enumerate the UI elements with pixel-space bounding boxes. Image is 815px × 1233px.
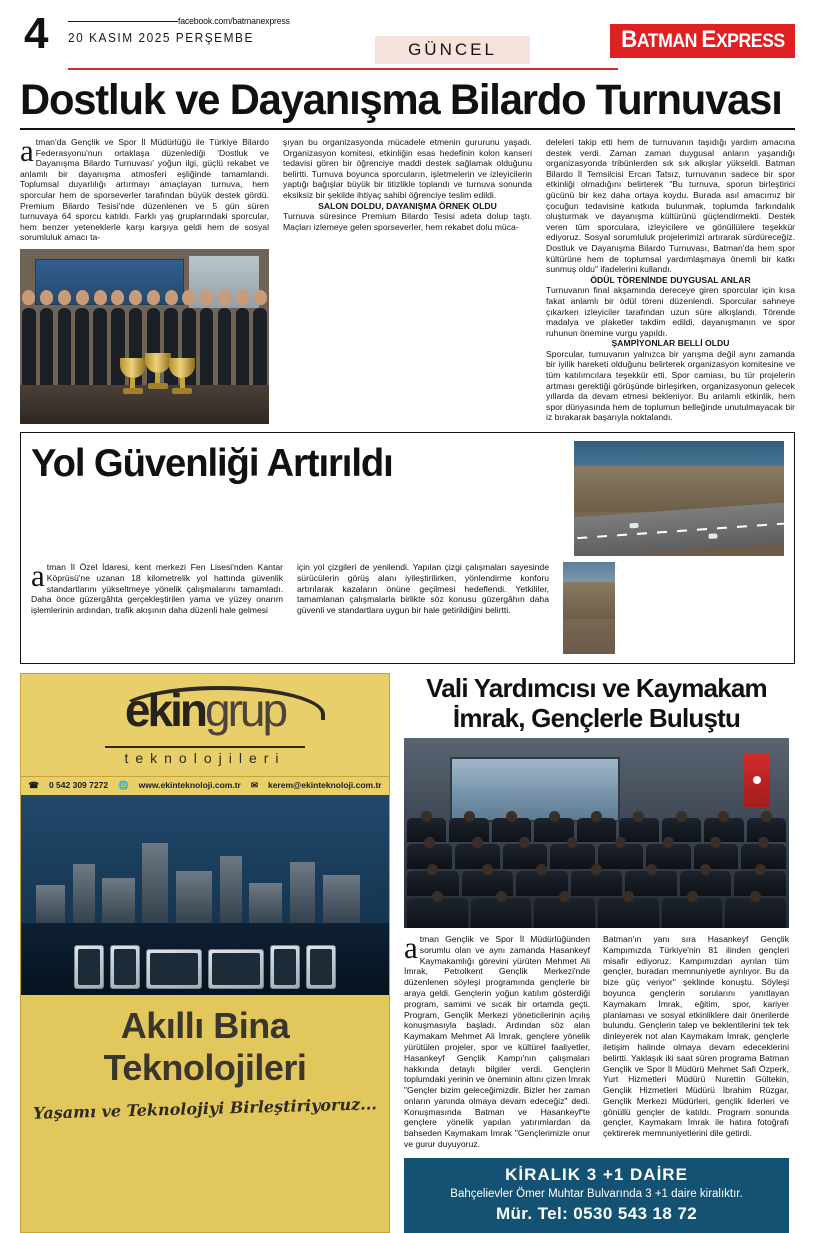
article-vali-headline-line-2: İmrak, Gençlerle Buluştu bbox=[452, 702, 741, 733]
article-yol-para-2: için yol çizgileri de yenilendi. Yapılan çizgi çalışmaları sayesinde sürücülerin görüş alanı iyileştirilirken, yönlendirme konforu artırılarak kazaların önüne geçilmesi hedeflendi. Yetkililer, tamamlanan çalışmalarla birlikte söz konusu güzergâhın daha güvenli ve standartlara uygun bir hale getirildiğini belirtti. bbox=[297, 561, 549, 616]
article-vali-photo bbox=[404, 738, 789, 928]
article-yol-column-1 bbox=[31, 557, 283, 654]
masthead-left bbox=[68, 16, 368, 45]
article-bilardo-subhead-2: ÖDÜL TÖRENİNDE DUYGUSAL ANLAR bbox=[590, 274, 751, 285]
article-vali-para-2: Batman'ın yanı sıra Hasankeyf Gençlik Kampımızda Türkiye'nin 81 ilinden gençleri misafir ediyoruz. Kampımızdan ayrılan tüm gençler, buradan memnuniyetle ayrılıyor. Bu da bize güç veriyor" şeklinde konuştu. Söyleşi boyunca gençlerin sorularını yanıtlayan Kaymakam İmrak, eğitim, spor, kariyer planlaması ve sosyal etkinliklere dair önerilerde bulundu. Gençlerin talep ve beklentilerini tek tek dinleyerek not alan Kaymakam İmrak, gençlerle iletişim halinde olmaya devam edeceklerini belirtti. Yaklaşık iki saat süren programa Batman Gençlik ve Spor İl Müdürü Mehmet Safi Özperk, Yurt Hizmetleri Müdürü Nurettin Gültekin, Gençlik Hizmetleri Müdürü İbrahim Rüzgar, Gençlik Merkezi Müdürleri, gençlik liderleri ve gönüllü gençler de katıldı. Program sonunda gençler, Kaymakam İmrak ile hatıra fotoğrafı çektirerek memnuniyetlerini dile getirdi. bbox=[603, 933, 789, 1139]
article-bilardo-para-1: atman'da Gençlik ve Spor İl Müdürlüğü ile Türkiye Bilardo Federasyonu'nun ortaklaşa düzenlediği 'Dostluk ve Dayanışma Bilardo Turnuvası' yoğun ilgi, güçlü rekabet ve anlamlı bir dayanışma atmosferi eşliğinde tamamlandı. Toplumsal duyarlılığı artırmayı amaçlayan turnuva, hem sporcular hem de sporseverler tarafından büyük destek gördü. Premium Bilardo Tesisi'nde düzenlenen ve 5 gün süren turnuvaya 64 sporcu katıldı. Farklı yaş gruplarındaki sporcular, hem benzer yeteneklerle karşı karşıya geldi hem de sosyal sorumluluk amacı ta- bbox=[20, 133, 269, 243]
rent-ad-headline: KİRALIK 3 +1 DAİRE bbox=[505, 1164, 688, 1184]
article-yol-column-2 bbox=[297, 562, 549, 654]
ad-logo-grup: grup bbox=[204, 683, 286, 736]
article-vali-headline bbox=[404, 673, 789, 733]
rent-ad-phone[interactable]: Mür. Tel: 0530 543 18 72 bbox=[495, 1203, 698, 1223]
logo-atman: ATMAN bbox=[636, 31, 701, 52]
facebook-handle[interactable]: facebook.com/batmanexpress bbox=[178, 16, 290, 27]
ad-website[interactable]: www.ekinteknoloji.com.tr bbox=[138, 780, 241, 791]
globe-icon: 🌐 bbox=[118, 779, 129, 790]
ad-phone[interactable]: 0 542 309 7272 bbox=[48, 780, 109, 791]
newspaper-logo-text bbox=[621, 28, 785, 54]
article-yol-photo-strip bbox=[563, 562, 615, 654]
ad-contact-bar bbox=[21, 776, 389, 795]
ad-header bbox=[21, 674, 389, 776]
ad-photo bbox=[21, 795, 389, 995]
article-yol-guvenligi bbox=[20, 432, 795, 664]
mail-icon: ✉ bbox=[250, 779, 258, 790]
ad-headline-line-1: Akıllı Bina bbox=[120, 1004, 290, 1046]
article-vali-column-2 bbox=[603, 934, 789, 1150]
section-label: GÜNCEL bbox=[408, 40, 497, 59]
article-bilardo bbox=[20, 76, 795, 424]
headline-divider bbox=[20, 128, 795, 130]
article-bilardo-para-3: Turnuva süresince Premium Bilardo Tesisi adeta dolup taştı. Maçları izlemeye gelen sporseverler, hem rekabet dolu müca- bbox=[283, 211, 532, 232]
page-number: 4 bbox=[24, 9, 48, 58]
advertisement-kiralik-daire[interactable] bbox=[404, 1158, 789, 1233]
ad-logo-in: in bbox=[170, 683, 205, 736]
section-badge bbox=[375, 36, 530, 64]
article-yol-photo bbox=[574, 441, 784, 556]
logo-b: B bbox=[620, 26, 637, 53]
article-yol-para-1: atman İl Özel İdaresi, kent merkezi Fen Lisesi'nden Kantar Köprüsü'ne uzanan 18 kilometrelik yol hattında güvenlik standartlarını yükseltmeye yönelik çalışmalarını tamamladı. Daha önce güzergâhta gerçekleştirilen yama ve yüzey onarım işlemlerinin ardından, trafik akışının daha düzenli hale gelmesi bbox=[31, 557, 283, 616]
masthead-underline bbox=[68, 68, 795, 70]
publication-date: 20 KASIM 2025 PERŞEMBE bbox=[68, 31, 254, 45]
article-bilardo-headline: Dostluk ve Dayanışma Bilardo Turnuvası bbox=[20, 76, 782, 124]
article-bilardo-subhead-1: SALON DOLDU, DAYANIŞMA ÖRNEK OLDU bbox=[318, 200, 497, 211]
article-yol-headline: Yol Güvenliği Artırıldı bbox=[31, 441, 393, 485]
ad-headline-line-2: Teknolojileri bbox=[103, 1046, 307, 1088]
city-skyline bbox=[21, 835, 389, 931]
smart-home-devices bbox=[21, 923, 389, 995]
article-bilardo-para-5: Turnuvanın final akşamında dereceye giren sporcular için kısa fakat anlamlı bir ödül töreni düzenlendi. Sporcular sahneye çıkarken izleyiciler tarafından uzun süre alkışlandı. Törende madalya ve plaketler takdim edildi, dayanışmanın ve spor ruhunun önemine vurgu yapıldı. bbox=[546, 285, 795, 338]
article-vali-yardimcisi bbox=[404, 673, 789, 1233]
rent-ad-description: Bahçelievler Ömer Muhtar Bulvarında 3 +1 daire kiralıktır. bbox=[450, 1187, 743, 1200]
masthead bbox=[20, 9, 795, 70]
article-bilardo-photo bbox=[20, 249, 269, 424]
ad-slogan: Yaşamı ve Teknolojiyi Birleştiriyoruz... bbox=[32, 1094, 378, 1123]
newspaper-page bbox=[0, 9, 815, 1223]
turkish-flag-icon bbox=[744, 753, 770, 807]
article-bilardo-para-6: Sporcular, turnuvanın yalnızca bir yarışma değil aynı zamanda bir iyilik hareketi olduğunu belirterek organizasyon komitesine ve tüm katılımcılara teşekkür etti. Spor camiası, bu tür projelerin artması gerektiği görüşünde birleşirken, organizasyonun gelecek yıllarda da devam etmesi bekleniyor. Bu anlamlı etkinlik, hem spor dünyasında hem de toplumun belleğinde unutulmayacak bir iz bırakarak başarıyla noktalandı. bbox=[546, 348, 795, 423]
logo-e: E bbox=[700, 26, 716, 53]
ad-logo bbox=[21, 684, 389, 750]
article-bilardo-subhead-3: ŞAMPİYONLAR BELLİ OLDU bbox=[611, 338, 730, 349]
ad-footer bbox=[21, 995, 389, 1130]
lower-section bbox=[20, 673, 795, 1233]
article-vali-column-1 bbox=[404, 929, 590, 1150]
masthead-rule bbox=[68, 21, 178, 22]
article-bilardo-para-4: deleleri takip etti hem de turnuvanın taşıdığı yardım amacına destek verdi. Zaman zaman duygusal anların yaşandığı organizasyonda tribünlerden sık sık alkışlar yükseldi. Batman Bilardo İl Temsilcisi Ercan Tatsız, turnuvanın sadece bir spor etkinliği olmadığını belirterek "Bu turnuva, sporun birleştirici gücünü bir kez daha ortaya koydu. Burada asıl amacımız bir çocuğun tedavisine katkıda bulunmak, toplumda farkındalık oluşturmak ve dayanışma kültürünü güçlendirmekti. Destek veren tüm sporculara, izleyicilere ve gönüllülere teşekkür ediyoruz. Sosyal sorumluluk projelerimizi artırarak sürdüreceğiz. Dostluk ve Dayanışma Bilardo Turnuvası, Batman'da hem spor kültürüne hem de toplumsal yardımlaşmaya önemli bir katkı sunmuş oldu" ifadelerini kullandı. bbox=[546, 137, 795, 275]
article-bilardo-column-2 bbox=[283, 137, 532, 424]
logo-xpress: XPRESS bbox=[715, 31, 785, 52]
article-vali-headline-line-1: Vali Yardımcısı ve Kaymakam bbox=[426, 672, 767, 703]
phone-icon: ☎ bbox=[28, 779, 39, 790]
newspaper-logo bbox=[610, 24, 795, 58]
article-yol-column-3 bbox=[563, 562, 763, 654]
photo-audience bbox=[404, 818, 789, 928]
article-bilardo-column-3 bbox=[546, 137, 795, 424]
article-bilardo-para-2: şıyan bu organizasyonda mücadele etmenin gururunu yaşadı. Organizasyon komitesi, etkinliğin esas hedefinin kolon kanseri tedavisi gören bir öğrenciye maddi destek sağlamak olduğunu belirtti. Turnuva boyunca sporcuların, işletmelerin ve izleyicilerin yaptığı bağışlar büyük bir titizlikle toplandı ve turnuva sonunda eksiksiz bir şekilde ihtiyaç sahibi öğrenciye teslim edildi. bbox=[283, 137, 532, 200]
ad-subtitle: teknolojileri bbox=[124, 749, 286, 766]
article-vali-para-1: atman Gençlik ve Spor İl Müdürlüğünden sorumlu olan ve aynı zamanda Hasankeyf Kaymakamlığı görevini yürüten Mehmet Ali İmrak, Petrolkent Gençlik Merkezi'nde düzenlenen söyleşi programında gençlerle bir araya geldi. Gençlerin yoğun katılım gösterdiği program, samimi ve sıcak bir ortamda geçti. Program, Gençlik Merkezi yöneticilerinin açılış konuşmasıyla başladı. Ardından söz alan Kaymakam Mehmet Ali İmrak, gençlere yönelik yürütülen projeler, spor ve kültürel faaliyetler, Hasankeyf Gençlik Kampı'nın çalışmaları hakkında detaylı bilgiler verdi. Gençlerin toplumdaki yerinin ve öneminin altını çizen İmrak "Gençler bizim geleceğimizdir. Bizler her zaman onların yanında olmaya devam edeceğiz" dedi. Konuşmasında Batman ve Hasankeyf'te gençlere yönelik yapılan yatırımlardan da bahseden Kaymakam İmrak "Gençlerimizle onur ve gurur duyuyoruz. bbox=[404, 929, 590, 1150]
ad-logo-ek: ek bbox=[124, 683, 171, 736]
ad-email[interactable]: kerem@ekinteknoloji.com.tr bbox=[267, 780, 382, 791]
advertisement-ekingrup[interactable] bbox=[20, 673, 390, 1233]
article-bilardo-column-1 bbox=[20, 133, 269, 424]
ad-logo-text bbox=[125, 684, 285, 736]
